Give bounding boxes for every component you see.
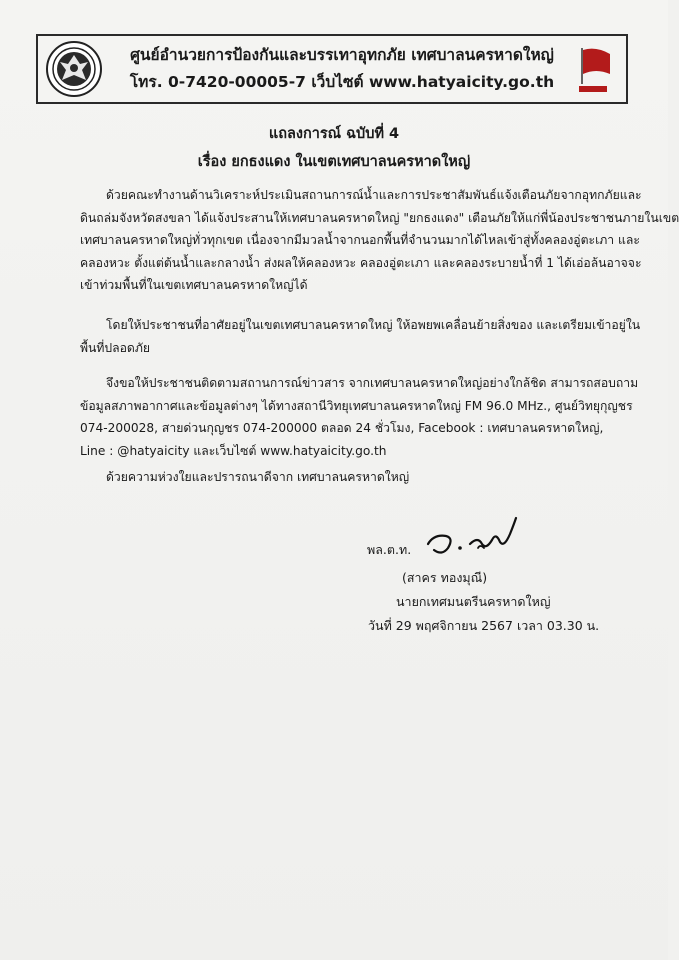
text-line: ด้วยคณะทำงานด้านวิเคราะห์ประเมินสถานการณ์น้ำและการประชาสัมพันธ์แจ้งเตือนภัยจากอุทกภัยและ bbox=[106, 188, 642, 202]
announcement-number: แถลงการณ์ ฉบับที่ 4 bbox=[268, 126, 400, 142]
municipal-seal-icon bbox=[44, 40, 104, 98]
signature-block bbox=[0, 510, 668, 650]
text-line: Line : @hatyaicity และเว็บไซต์ www.hatyaicity.go.th bbox=[80, 443, 387, 458]
signer-name: (สาคร ทองมุณี) bbox=[402, 570, 488, 585]
text-line: ข้อมูลสภาพอากาศและข้อมูลต่างๆ ได้ทางสถานีวิทยุเทศบาลนครหาดใหญ่ FM 96.0 MHz., ศูนย์วิทยุกุญชร bbox=[80, 398, 633, 413]
paragraph-situation bbox=[80, 184, 679, 297]
paragraph-closing bbox=[80, 466, 604, 489]
text-line: คลองหวะ ตั้งแต่ต้นน้ำและกลางน้ำ ส่งผลให้คลองหวะ คลองอู่ตะเภา และคลองระบายน้ำที่ 1 ได้เอ่อล้นอาจจะ bbox=[80, 255, 642, 270]
text-line: โดยให้ประชาชนที่อาศัยอยู่ในเขตเทศบาลนครหาดใหญ่ ให้อพยพเคลื่อนย้ายสิ่งของ และเตรียมเข้าอยู่ใน bbox=[106, 318, 641, 332]
paragraph-evacuation bbox=[80, 314, 641, 359]
text-line: จึงขอให้ประชาชนติดตามสถานการณ์ข่าวสาร จากเทศบาลนครหาดใหญ่อย่างใกล้ชิด สามารถสอบถาม bbox=[106, 376, 639, 390]
org-name: ศูนย์อำนวยการป้องกันและบรรเทาอุทกภัย เทศบาลนครหาดใหญ่ bbox=[130, 46, 554, 64]
text-line: ด้วยความห่วงใยและปรารถนาดีจาก เทศบาลนครหาดใหญ่ bbox=[106, 470, 410, 484]
announcement-subject: เรื่อง ยกธงแดง ในเขตเทศบาลนครหาดใหญ่ bbox=[197, 154, 471, 170]
text-line: 074-200028, สายด่วนกุญชร 074-200000 ตลอด 24 ชั่วโมง, Facebook : เทศบาลนครหาดใหญ่, bbox=[80, 421, 604, 435]
signer-rank: พล.ต.ท. bbox=[367, 542, 412, 557]
text-line: พื้นที่ปลอดภัย bbox=[80, 340, 151, 355]
announcement-date: วันที่ 29 พฤศจิกายน 2567 เวลา 03.30 น. bbox=[368, 618, 600, 633]
red-flag-icon bbox=[576, 44, 616, 96]
paragraph-contact bbox=[80, 372, 639, 462]
text-line: ดินถล่มจังหวัดสงขลา ได้แจ้งประสานให้เทศบาลนครหาดใหญ่ "ยกธงแดง" เตือนภัยให้แก่พี่น้องประชาชนภายในเขต bbox=[80, 210, 679, 225]
org-contact: โทร. 0-7420-00005-7 เว็บไซต์ www.hatyaicity.go.th bbox=[129, 73, 555, 91]
text-line: เข้าท่วมพื้นที่ในเขตเทศบาลนครหาดใหญ่ได้ bbox=[80, 278, 308, 292]
handwritten-signature-icon bbox=[420, 514, 530, 562]
signer-position: นายกเทศมนตรีนครหาดใหญ่ bbox=[396, 594, 551, 609]
letterhead bbox=[36, 34, 628, 104]
text-line: เทศบาลนครหาดใหญ่ทั่วทุกเขต เนื่องจากมีมวลน้ำจากนอกพื้นที่จำนวนมากได้ไหลเข้าสู่ทั้งคลองอู่ตะเภา และ bbox=[80, 233, 640, 247]
letterhead-text bbox=[122, 42, 562, 96]
